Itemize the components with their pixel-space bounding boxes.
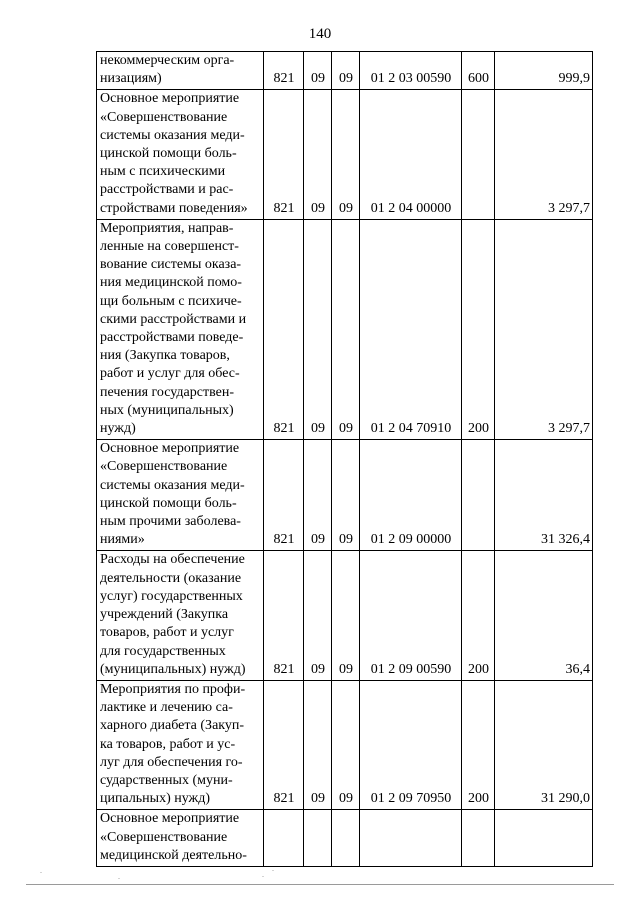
- row-name: Мероприятия по профи- лактике и лечению са- харного диабета (Закуп- ка товаров, работ и ус- луг для обеспечения го- сударственных (муни- ципальных) нужд): [97, 680, 264, 809]
- row-name: Основное мероприятие «Совершенствование системы оказания меди- цинской помощи боль- ным прочими заболева- ниями»: [97, 440, 264, 551]
- admin-code: 821: [264, 440, 304, 551]
- scan-speck: [262, 876, 264, 877]
- section-code: 09: [304, 52, 332, 90]
- scan-speck: [272, 870, 274, 871]
- row-name: некоммерческим орга- низациям): [97, 52, 264, 90]
- section-code: 09: [304, 440, 332, 551]
- target-article-code: 01 2 04 70910: [360, 219, 462, 439]
- admin-code: 821: [264, 551, 304, 680]
- row-name: Мероприятия, направ- ленные на совершенст- вование системы оказа- ния медицинской помо- щи больным с психиче- скими расстройствами и расстройствами поведе- ния (Закупка товаров, работ и услуг для обес- печения государствен- ных (муниципальных) нужд): [97, 219, 264, 439]
- subsection-code: 09: [332, 219, 360, 439]
- amount: 999,9: [495, 52, 593, 90]
- section-code: 09: [304, 90, 332, 219]
- subsection-code: 09: [332, 440, 360, 551]
- target-article-code: 01 2 09 00000: [360, 440, 462, 551]
- subsection-code: 09: [332, 551, 360, 680]
- table-row: [97, 440, 593, 551]
- expense-type-code: 600: [462, 52, 495, 90]
- admin-code: 821: [264, 219, 304, 439]
- amount: 36,4: [495, 551, 593, 680]
- expense-type-code: 200: [462, 551, 495, 680]
- target-article-code: [360, 810, 462, 867]
- amount: 31 290,0: [495, 680, 593, 809]
- amount: 3 297,7: [495, 219, 593, 439]
- amount: 3 297,7: [495, 90, 593, 219]
- scan-speck: [40, 872, 42, 873]
- page-number: 140: [308, 26, 332, 42]
- expense-type-code: 200: [462, 219, 495, 439]
- table-row: [97, 551, 593, 680]
- target-article-code: 01 2 09 00590: [360, 551, 462, 680]
- table-row: [97, 219, 593, 439]
- table-row: [97, 52, 593, 90]
- amount: [495, 810, 593, 867]
- subsection-code: 09: [332, 90, 360, 219]
- admin-code: 821: [264, 90, 304, 219]
- expense-type-code: [462, 90, 495, 219]
- amount: 31 326,4: [495, 440, 593, 551]
- subsection-code: 09: [332, 680, 360, 809]
- target-article-code: 01 2 09 70950: [360, 680, 462, 809]
- table-row: [97, 810, 593, 867]
- target-article-code: 01 2 03 00590: [360, 52, 462, 90]
- section-code: 09: [304, 680, 332, 809]
- subsection-code: 09: [332, 52, 360, 90]
- admin-code: 821: [264, 52, 304, 90]
- table-row: [97, 90, 593, 219]
- expense-type-code: [462, 440, 495, 551]
- budget-table: [96, 51, 593, 867]
- scan-speck: [118, 878, 120, 879]
- target-article-code: 01 2 04 00000: [360, 90, 462, 219]
- row-name: Основное мероприятие «Совершенствование системы оказания меди- цинской помощи боль- ным с психическими расстройствами и рас- стройствами поведения»: [97, 90, 264, 219]
- subsection-code: [332, 810, 360, 867]
- section-code: 09: [304, 551, 332, 680]
- expense-type-code: [462, 810, 495, 867]
- row-name: Основное мероприятие «Совершенствование медицинской деятельно-: [97, 810, 264, 867]
- admin-code: 821: [264, 680, 304, 809]
- expense-type-code: 200: [462, 680, 495, 809]
- table-row: [97, 680, 593, 809]
- section-code: 09: [304, 219, 332, 439]
- section-code: [304, 810, 332, 867]
- admin-code: [264, 810, 304, 867]
- page-bottom-line: [26, 884, 614, 885]
- row-name: Расходы на обеспечение деятельности (оказание услуг) государственных учреждений (Закупка товаров, работ и услуг для государственных (муниципальных) нужд): [97, 551, 264, 680]
